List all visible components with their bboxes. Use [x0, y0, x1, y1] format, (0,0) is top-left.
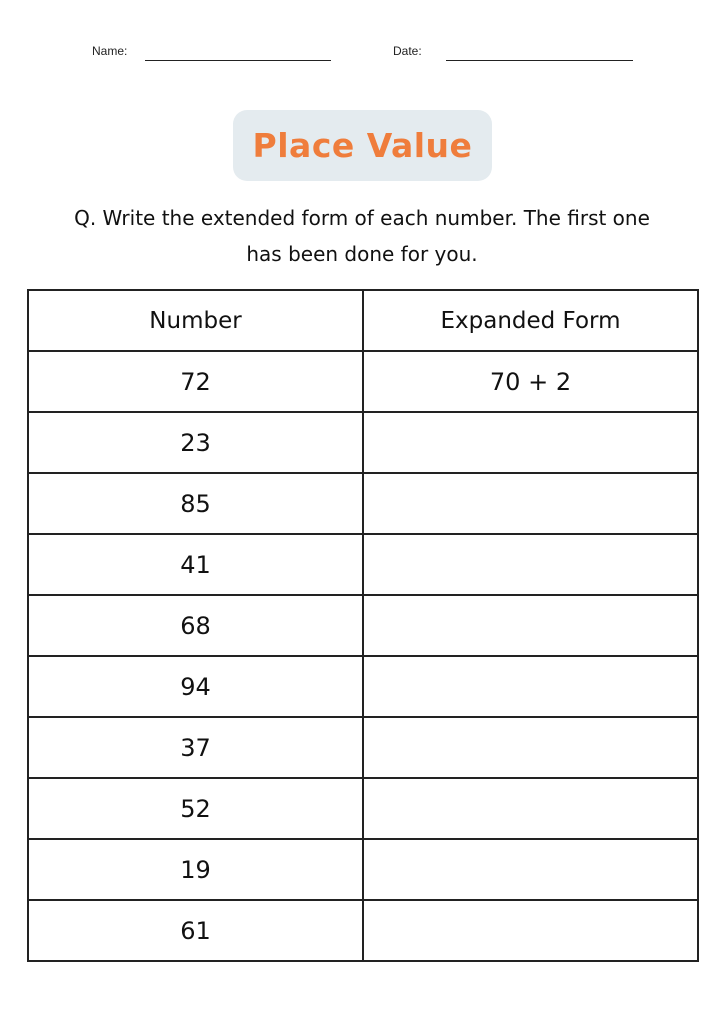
number-cell: 94 [28, 656, 363, 717]
table-row [28, 656, 698, 717]
column-header-expanded-form: Expanded Form [363, 290, 698, 351]
table-row [28, 534, 698, 595]
date-label: Date: [393, 44, 422, 58]
expanded-form-cell[interactable] [363, 778, 698, 839]
expanded-form-cell[interactable] [363, 534, 698, 595]
expanded-form-cell[interactable] [363, 717, 698, 778]
expanded-form-cell[interactable] [363, 595, 698, 656]
question-line-1: Q. Write the extended form of each number. The first one [74, 206, 650, 230]
number-cell: 52 [28, 778, 363, 839]
expanded-form-cell: 70 + 2 [363, 351, 698, 412]
name-label: Name: [92, 44, 128, 58]
date-field-line[interactable] [446, 60, 633, 61]
table-row [28, 900, 698, 961]
number-cell: 72 [28, 351, 363, 412]
table-row [28, 717, 698, 778]
table-header-row [28, 290, 698, 351]
title-banner [233, 110, 492, 181]
number-cell: 68 [28, 595, 363, 656]
number-cell: 61 [28, 900, 363, 961]
question-line-2: has been done for you. [246, 242, 478, 266]
table-row [28, 595, 698, 656]
expanded-form-cell[interactable] [363, 656, 698, 717]
column-header-number: Number [28, 290, 363, 351]
place-value-table [27, 289, 699, 962]
table-row [28, 473, 698, 534]
page-title: Place Value [252, 126, 473, 165]
number-cell: 85 [28, 473, 363, 534]
question-instructions [40, 200, 684, 272]
expanded-form-cell[interactable] [363, 473, 698, 534]
number-cell: 23 [28, 412, 363, 473]
table-row [28, 351, 698, 412]
table-row [28, 412, 698, 473]
expanded-form-cell[interactable] [363, 839, 698, 900]
expanded-form-cell[interactable] [363, 412, 698, 473]
expanded-form-cell[interactable] [363, 900, 698, 961]
table-row [28, 778, 698, 839]
number-cell: 19 [28, 839, 363, 900]
name-field-line[interactable] [145, 60, 331, 61]
number-cell: 37 [28, 717, 363, 778]
number-cell: 41 [28, 534, 363, 595]
table-row [28, 839, 698, 900]
